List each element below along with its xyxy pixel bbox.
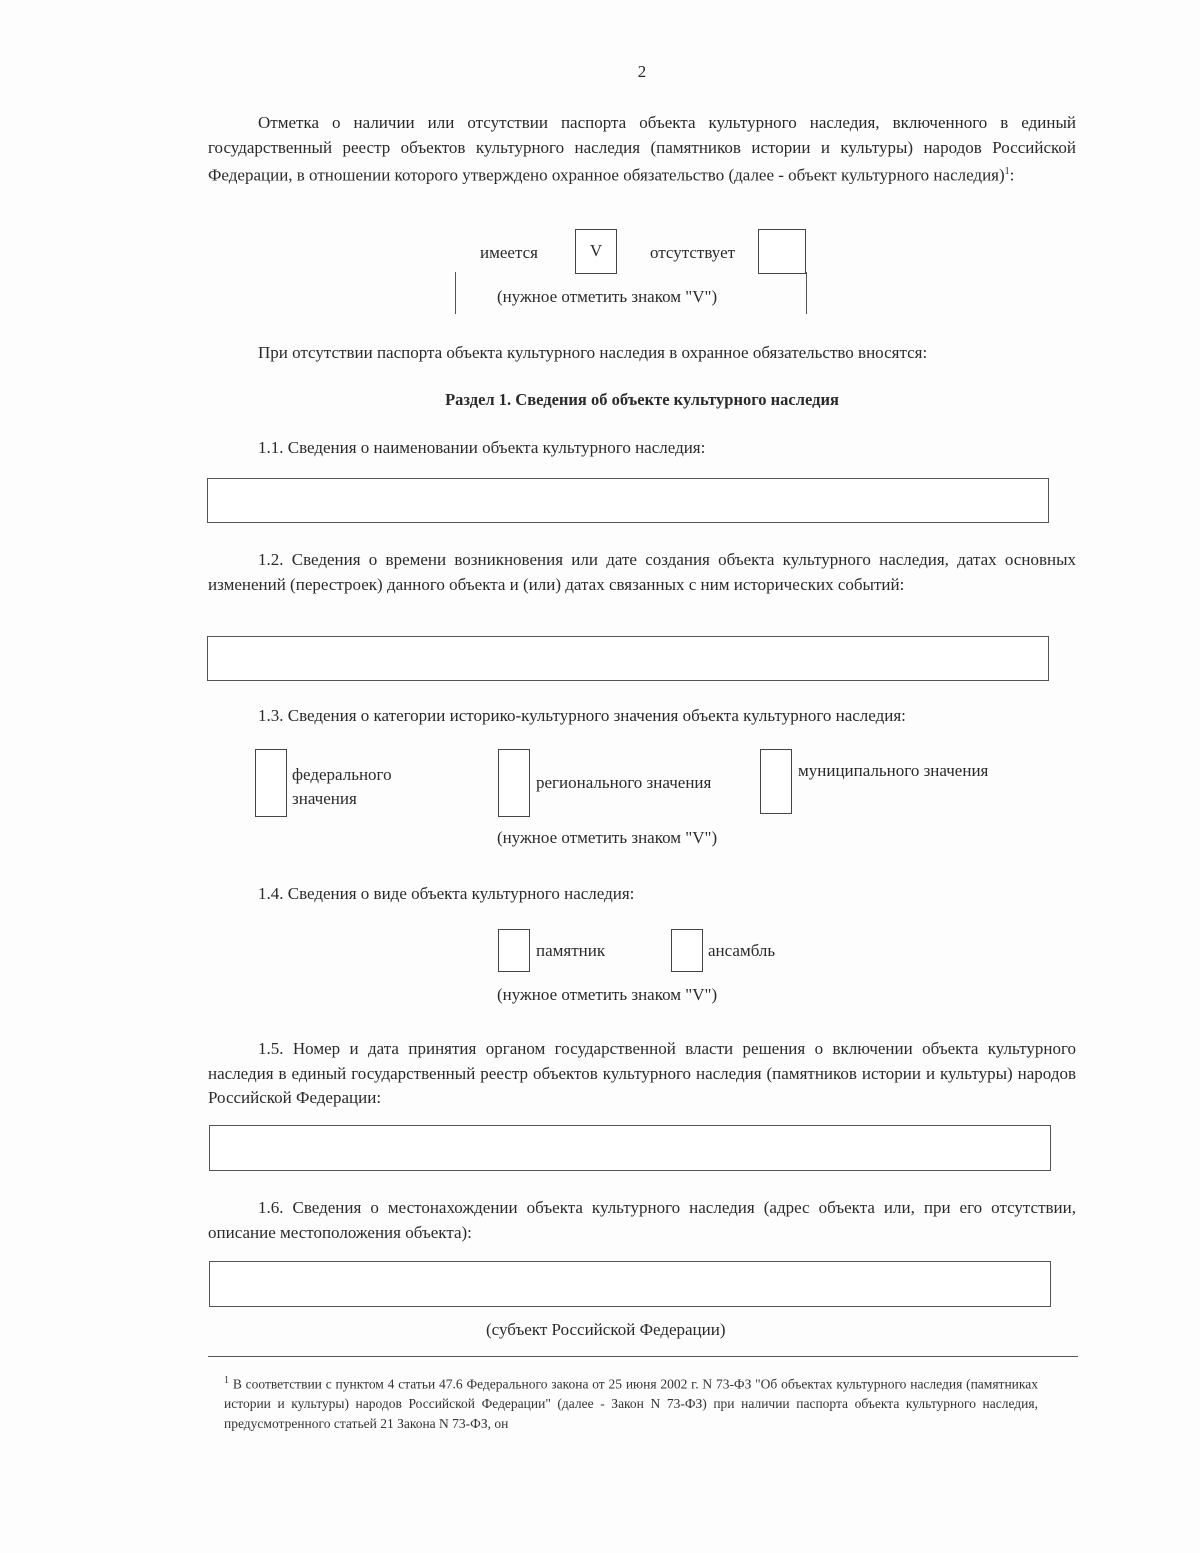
passport-has-checkbox[interactable]: V: [575, 229, 617, 274]
section-1-5-field[interactable]: [209, 1125, 1051, 1171]
category-note: (нужное отметить знаком "V"): [497, 828, 718, 847]
footnote-divider: [208, 1356, 1078, 1357]
category-municipal-label: муниципального значения: [798, 761, 989, 780]
passport-note: (нужное отметить знаком "V"): [497, 287, 718, 306]
section-1-5-text: 1.5. Номер и дата принятия органом государственной власти решения о включении объекта культурного наследия в единый государственный реестр объектов культурного наследия (памятников истории и культуры) народов Российской Федерации:: [208, 1039, 1076, 1107]
category-federal-label-line1: федерального: [292, 765, 392, 784]
category-regional-checkbox[interactable]: [498, 749, 530, 817]
absence-text: При отсутствии паспорта объекта культурного наследия в охранное обязательство вносятся:: [258, 343, 928, 362]
passport-frame-right: [806, 272, 807, 314]
footnote-text: В соответствии с пунктом 4 статьи 47.6 Федерального закона от 25 июня 2002 г. N 73-ФЗ "Об объектах культурного наследия (памятниках истории и культуры) народов Российской Федерации" (далее - Закон N 73-ФЗ) при наличии паспорта объекта культурного наследия, предусмотренного статьей 21 Закона N 73-ФЗ, он: [224, 1376, 1038, 1431]
section-1-3-text: 1.3. Сведения о категории историко-культурного значения объекта культурного наследия:: [258, 706, 906, 725]
type-ensemble-checkbox[interactable]: [671, 929, 703, 972]
type-monument-checkbox[interactable]: [498, 929, 530, 972]
type-note: (нужное отметить знаком "V"): [497, 985, 718, 1004]
footnote-reference: 1: [1004, 166, 1010, 177]
intro-text: Отметка о наличии или отсутствии паспорта объекта культурного наследия, включенного в единый государственный реестр объектов культурного наследия (памятников истории и культуры) народов Российской Федерации, в отношении которого утверждено охранное обязательство (далее - объект культурного наследия): [208, 113, 1076, 185]
footnote-mark: 1: [224, 1375, 229, 1386]
passport-absent-label: отсутствует: [650, 243, 736, 262]
category-federal-label: [292, 763, 392, 811]
section-1-2-field[interactable]: [207, 636, 1049, 681]
section-1-1-text: 1.1. Сведения о наименовании объекта культурного наследия:: [258, 438, 706, 457]
passport-has-label: имеется: [480, 243, 538, 262]
category-regional-label: регионального значения: [536, 773, 712, 792]
section-title: Раздел 1. Сведения об объекте культурного наследия: [445, 390, 839, 409]
section-1-6-field[interactable]: [209, 1261, 1051, 1307]
category-federal-checkbox[interactable]: [255, 749, 287, 817]
section-1-2-text: 1.2. Сведения о времени возникновения или дате создания объекта культурного наследия, датах основных изменений (перестроек) данного объекта и (или) датах связанных с ним исторических событий:: [208, 550, 1076, 594]
section-1-1-field[interactable]: [207, 478, 1049, 523]
subject-caption: (субъект Российской Федерации): [486, 1320, 726, 1339]
section-1-4-text: 1.4. Сведения о виде объекта культурного наследия:: [258, 884, 635, 903]
passport-absent-checkbox[interactable]: [758, 229, 806, 274]
category-federal-label-line2: значения: [292, 789, 357, 808]
page-number: 2: [637, 62, 647, 81]
passport-frame-left: [455, 272, 456, 314]
intro-tail: :: [1009, 165, 1015, 185]
section-1-6-text: 1.6. Сведения о местонахождении объекта культурного наследия (адрес объекта или, при его отсутствии, описание местоположения объекта):: [208, 1198, 1076, 1242]
type-monument-label: памятник: [536, 941, 606, 960]
footnote: [224, 1371, 1038, 1433]
intro-paragraph: [208, 111, 1076, 188]
category-municipal-checkbox[interactable]: [760, 749, 792, 814]
type-ensemble-label: ансамбль: [708, 941, 776, 960]
